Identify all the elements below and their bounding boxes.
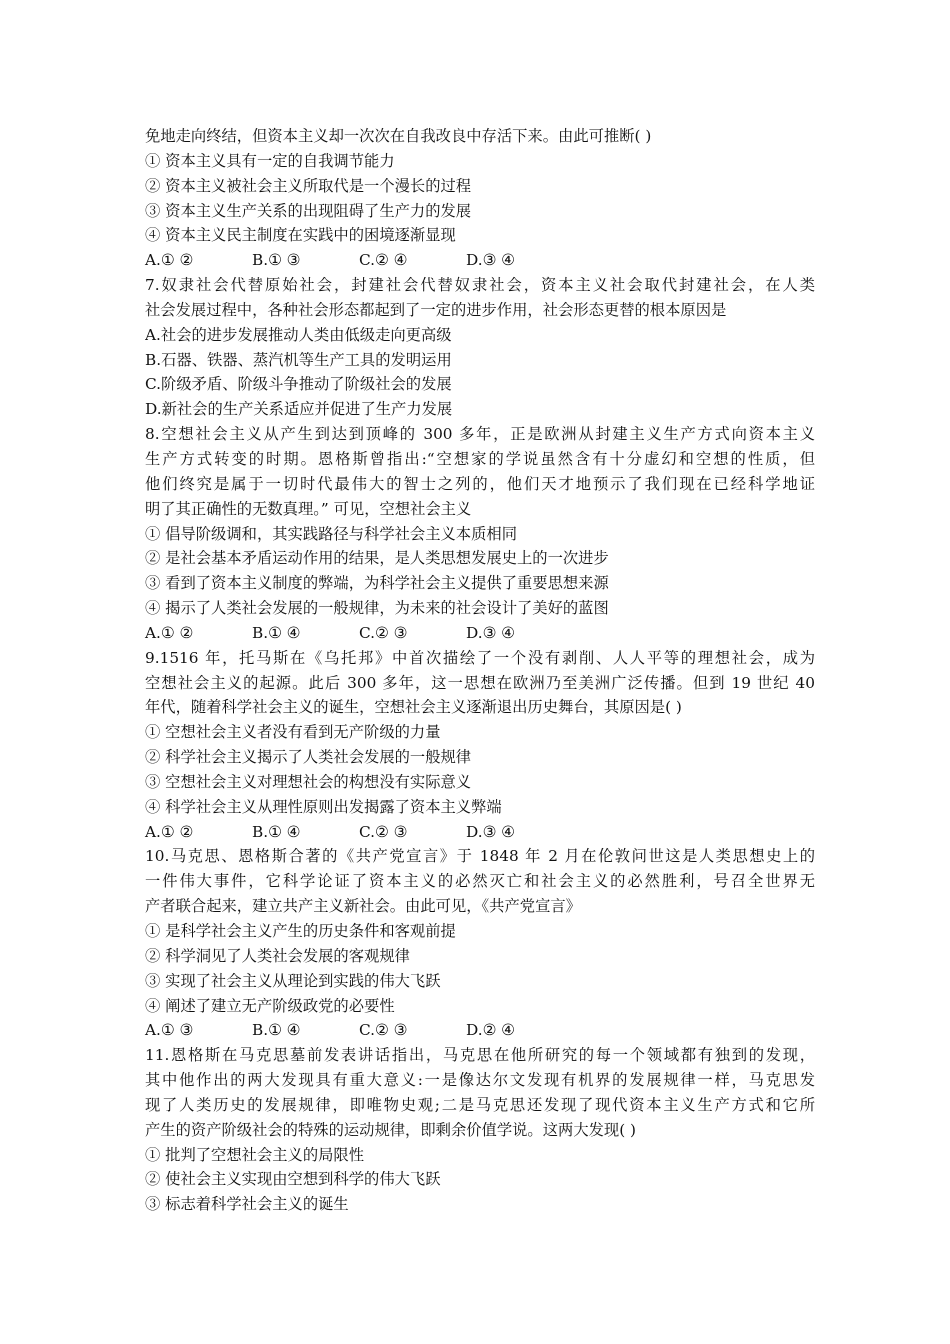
choice-b: B.① ④: [252, 822, 301, 841]
option-line: ③ 空想社会主义对理想社会的构想没有实际意义: [145, 772, 472, 791]
question-8-stem: 他们终究是属于一切时代最伟大的智士之列的，他们天才地预示了我们现在已经科学地证: [145, 474, 815, 493]
option-line: ③ 资本主义生产关系的出现阻碍了生产力的发展: [145, 201, 472, 220]
choice-b: B.① ④: [252, 1021, 301, 1040]
option-line: B.石器、铁器、蒸汽机等生产工具的发明运用: [145, 350, 452, 369]
question-9-stem: 9.1516 年，托马斯在《乌托邦》中首次描绘了一个没有剥削、人人平等的理想社会，成为: [145, 648, 815, 667]
option-line: ② 科学社会主义揭示了人类社会发展的一般规律: [145, 748, 472, 767]
option-line: ④ 科学社会主义从理性原则出发揭露了资本主义弊端: [145, 797, 502, 816]
question-8-stem: 明了其正确性的无数真理。” 可见，空想社会主义: [145, 499, 472, 518]
question-8-stem: 生产方式转变的时期。恩格斯曾指出:“空想家的学说虽然含有十分虚幻和空想的性质，但: [145, 449, 815, 468]
option-line: ① 空想社会主义者没有看到无产阶级的力量: [145, 723, 441, 742]
option-line: C.阶级矛盾、阶级斗争推动了阶级社会的发展: [145, 375, 452, 394]
option-line: ③ 标志着科学社会主义的诞生: [145, 1195, 349, 1214]
option-line: ③ 看到了资本主义制度的弊端，为科学社会主义提供了重要思想来源: [145, 574, 609, 593]
question-9-stem: 空想社会主义的起源。此后 300 多年，这一思想在欧洲乃至美洲广泛传播。但到 19 世纪 40: [145, 673, 815, 692]
choice-a: A.① ②: [145, 623, 194, 642]
option-line: ① 倡导阶级调和，其实践路径与科学社会主义本质相同: [145, 524, 517, 543]
answer-choices: [145, 248, 815, 273]
question-11-stem: 11.恩格斯在马克思墓前发表讲话指出，马克思在他所研究的每一个领域都有独到的发现，: [145, 1046, 815, 1065]
option-line: D.新社会的生产关系适应并促进了生产力发展: [145, 400, 453, 419]
option-line: ② 使社会主义实现由空想到科学的伟大飞跃: [145, 1170, 441, 1189]
question-11-stem: 其中他作出的两大发现具有重大意义:一是像达尔文发现有机界的发展规律一样，马克思发: [145, 1071, 815, 1090]
choice-c: C.② ③: [359, 1021, 408, 1040]
question-8-stem: 8.空想社会主义从产生到达到顶峰的 300 多年，正是欧洲从封建主义生产方式向资本主义: [145, 425, 815, 444]
question-10-stem: 产者联合起来，建立共产主义新社会。由此可见，《共产党宣言》: [145, 897, 581, 916]
choice-a: A.① ③: [145, 1021, 194, 1040]
choice-d: D.② ④: [466, 1021, 515, 1040]
choice-a: A.① ②: [145, 822, 194, 841]
question-10-stem: 一件伟大事件，它科学论证了资本主义的必然灭亡和社会主义的必然胜利，号召全世界无: [145, 872, 815, 891]
choice-b: B.① ④: [252, 623, 301, 642]
exam-page: [145, 124, 815, 1217]
choice-d: D.③ ④: [466, 251, 515, 270]
choice-c: C.② ③: [359, 623, 408, 642]
option-line: ② 资本主义被社会主义所取代是一个漫长的过程: [145, 176, 472, 195]
answer-choices: [145, 1018, 815, 1043]
choice-d: D.③ ④: [466, 822, 515, 841]
option-line: ④ 阐述了建立无产阶级政党的必要性: [145, 996, 395, 1015]
choice-c: C.② ④: [359, 251, 408, 270]
choice-a: A.① ②: [145, 251, 194, 270]
choice-b: B.① ③: [252, 251, 301, 270]
option-line: ① 是科学社会主义产生的历史条件和客观前提: [145, 922, 456, 940]
option-line: ② 科学洞见了人类社会发展的客观规律: [145, 946, 410, 965]
question-10-stem: 10.马克思、恩格斯合著的《共产党宣言》于 1848 年 2 月在伦敦问世这是人类思想史上的: [145, 847, 815, 866]
question-7-stem: 社会发展过程中，各种社会形态都起到了一定的进步作用，社会形态更替的根本原因是: [145, 300, 727, 319]
option-line: A.社会的进步发展推动人类由低级走向更高级: [145, 325, 452, 344]
choice-c: C.② ③: [359, 822, 408, 841]
question-11-stem: 产生的资产阶级社会的特殊的运动规律，即剩余价值学说。这两大发现( ): [145, 1120, 637, 1139]
option-line: ② 是社会基本矛盾运动作用的结果，是人类思想发展史上的一次进步: [145, 549, 609, 568]
option-line: ④ 揭示了人类社会发展的一般规律，为未来的社会设计了美好的蓝图: [145, 599, 609, 618]
question-7-stem: 7.奴隶社会代替原始社会，封建社会代替奴隶社会，资本主义社会取代封建社会，在人类: [145, 276, 815, 295]
option-line: ① 资本主义具有一定的自我调节能力: [145, 151, 395, 170]
question-11-stem: 现了人类历史的发展规律，即唯物史观;二是马克思还发现了现代资本主义生产方式和它所: [145, 1095, 815, 1114]
option-line: ③ 实现了社会主义从理论到实践的伟大飞跃: [145, 971, 441, 990]
option-line: ① 批判了空想社会主义的局限性: [145, 1145, 365, 1164]
question-6-stem: 免地走向终结，但资本主义却一次次在自我改良中存活下来。由此可推断( ): [145, 127, 652, 145]
question-9-stem: 年代，随着科学社会主义的诞生，空想社会主义逐渐退出历史舞台，其原因是( ): [145, 698, 682, 717]
answer-choices: [145, 820, 815, 845]
choice-d: D.③ ④: [466, 623, 515, 642]
answer-choices: [145, 621, 815, 646]
option-line: ④ 资本主义民主制度在实践中的困境逐渐显现: [145, 226, 456, 245]
